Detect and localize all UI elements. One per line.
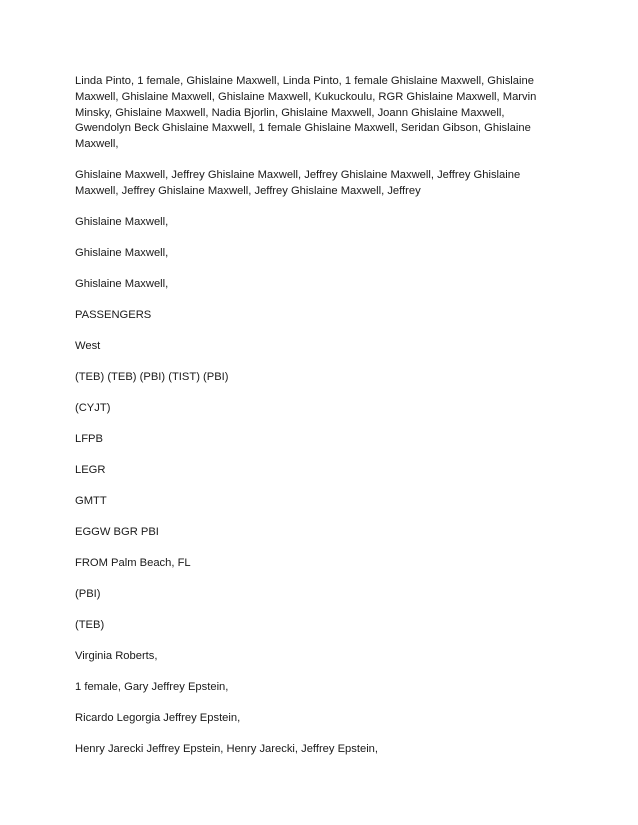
airport-code: (CYJT): [75, 401, 111, 414]
airport-code: GMTT: [75, 494, 107, 507]
airport-code: (PBI): [75, 587, 101, 600]
text-line: Virginia Roberts,: [75, 649, 158, 662]
airport-codes-line: (TEB) (TEB) (PBI) (TIST) (PBI): [75, 370, 229, 383]
text-line: West: [75, 339, 101, 352]
airport-codes-line: EGGW BGR PBI: [75, 525, 159, 538]
passengers-heading: PASSENGERS: [75, 308, 152, 321]
text-line: Ghislaine Maxwell,: [75, 277, 169, 290]
airport-code: LFPB: [75, 432, 103, 445]
text-line: Henry Jarecki Jeffrey Epstein, Henry Jarecki, Jeffrey Epstein,: [75, 742, 379, 755]
origin-line: FROM Palm Beach, FL: [75, 556, 191, 569]
passenger-names-paragraph-2: Ghislaine Maxwell, Jeffrey Ghislaine Maxwell, Jeffrey Ghislaine Maxwell, Jeffrey Ghislaine Maxwell, Jeffrey Ghislaine Maxwell, Jeffrey Ghislaine Maxwell, Jeffrey: [75, 169, 521, 197]
text-line: Ghislaine Maxwell,: [75, 246, 169, 259]
airport-code: (TEB): [75, 618, 105, 631]
document-body: [75, 74, 555, 757]
text-line: 1 female, Gary Jeffrey Epstein,: [75, 680, 229, 693]
passenger-names-paragraph: Linda Pinto, 1 female, Ghislaine Maxwell, Linda Pinto, 1 female Ghislaine Maxwell, Ghislaine Maxwell, Ghislaine Maxwell, Ghislaine Maxwell, Kukuckoulu, RGR Ghislaine Maxwell, Marvin Minsky, Ghislaine Maxwell, Nadia Bjorlin, Ghislaine Maxwell, Joann Ghislaine Maxwell, Gwendolyn Beck Ghislaine Maxwell, 1 female Ghislaine Maxwell, Seridan Gibson, Ghislaine Maxwell,: [75, 75, 537, 151]
airport-code: LEGR: [75, 463, 106, 476]
text-line: Ghislaine Maxwell,: [75, 215, 169, 228]
text-line: Ricardo Legorgia Jeffrey Epstein,: [75, 711, 241, 724]
